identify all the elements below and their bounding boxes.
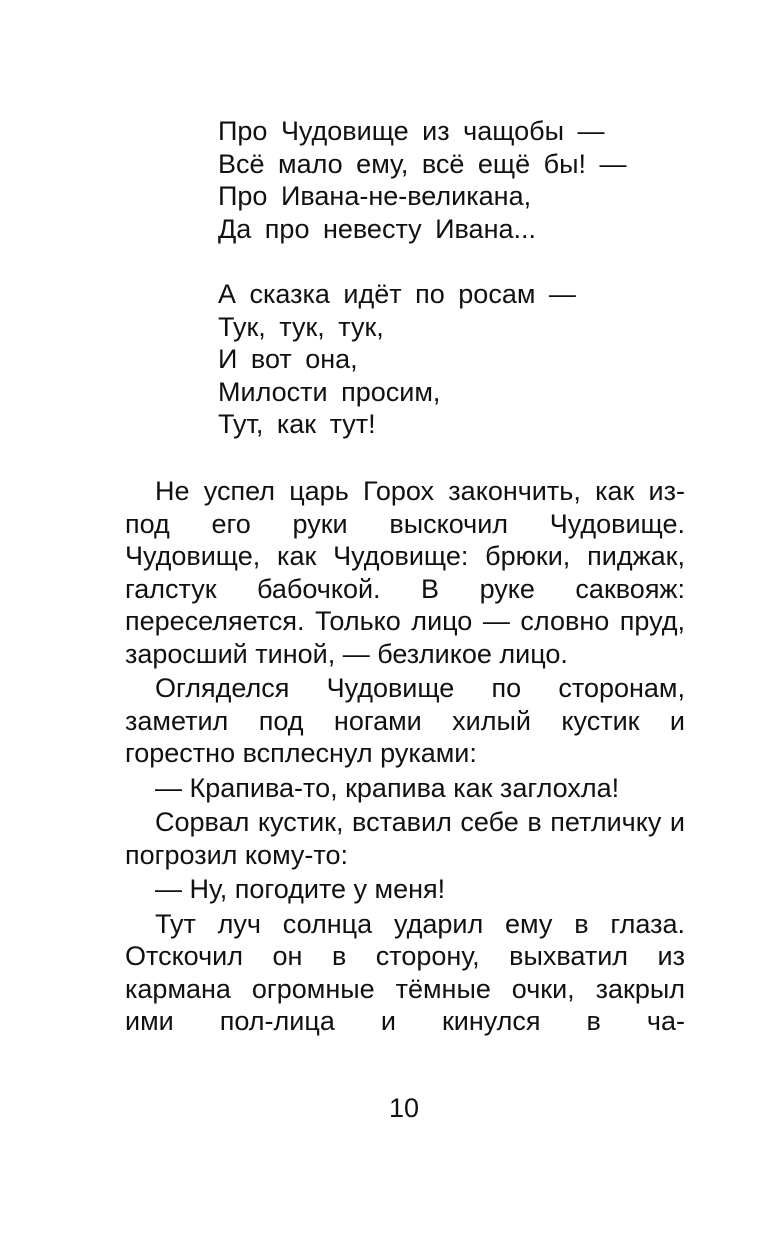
prose-paragraph: Огляделся Чудовище по сторонам, заметил под ногами хилый кустик и горестно всплеснул руками: bbox=[125, 673, 685, 768]
dialogue-line: — Ну, погодите у меня! bbox=[155, 874, 446, 904]
page-number: 10 bbox=[388, 1093, 420, 1123]
poem-line: Всё мало ему, всё ещё бы! — bbox=[218, 148, 627, 179]
poem-line: Да про невесту Ивана... bbox=[218, 213, 537, 244]
poem-line: Тук, тук, тук, bbox=[218, 311, 384, 342]
poem-line: Милости просим, bbox=[218, 376, 441, 407]
poem-line: А сказка идёт по росам — bbox=[218, 279, 576, 309]
prose-paragraph: Не успел царь Горох закончить, как из-под его руки выскочил Чудовище. Чудовище, как Чудовище: брюки, пиджак, галстук бабочкой. В руке саквояж: переселяется. Только лицо — словно пруд, заросший тиной, — безликое лицо. bbox=[125, 476, 685, 669]
prose-paragraph: Тут луч солнца ударил ему в глаза. Отскочил он в сторону, выхватил из кармана огромные тёмные очки, закрыл ими пол-лица и кинулся в ча- bbox=[125, 908, 685, 1036]
poem-line: Про Чудовище из чащобы — bbox=[218, 116, 605, 146]
poem-stanza-2 bbox=[218, 278, 678, 441]
poem-line: Про Ивана-не-великана, bbox=[218, 181, 532, 211]
prose-body bbox=[125, 475, 685, 1040]
dialogue-line: — Крапива-то, крапива как заглохла! bbox=[155, 772, 620, 803]
prose-paragraph: Сорвал кустик, вставил себе в петличку и погрозил кому-то: bbox=[125, 807, 685, 870]
poem-line: И вот она, bbox=[218, 344, 358, 374]
poem-line: Тут, как тут! bbox=[218, 409, 376, 439]
poem-stanza-1 bbox=[218, 115, 678, 245]
